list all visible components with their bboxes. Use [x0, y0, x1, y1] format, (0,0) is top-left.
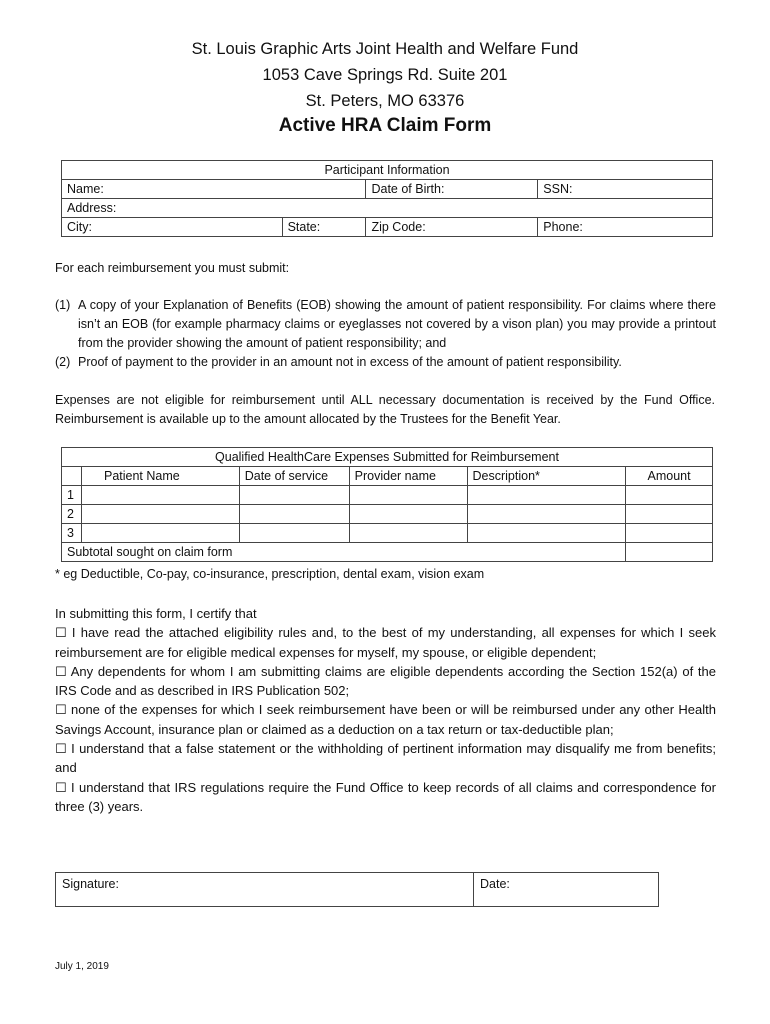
instruction-item-text: Proof of payment to the provider in an amount not in excess of the amount of patient responsibility. [78, 355, 622, 369]
col-description: Description* [467, 467, 626, 486]
form-title: Active HRA Claim Form [278, 115, 492, 136]
certification-intro: In submitting this form, I certify that [55, 606, 257, 621]
checkbox-icon[interactable]: ☐ [55, 741, 67, 757]
row-number: 1 [62, 486, 82, 505]
table-row [62, 524, 713, 543]
ssn-field[interactable]: SSN: [538, 180, 713, 199]
instruction-item-text: A copy of your Explanation of Benefits (EOB) showing the amount of patient responsibility. For claims where there isn’t an EOB (for example pharmacy claims or eyeglasses not covered by a vison plan) you may provide a printout from the provider showing the amount of patient responsibility; and [78, 298, 716, 350]
address-field[interactable]: Address: [62, 199, 713, 218]
participant-info-table [61, 160, 713, 237]
checkbox-icon[interactable]: ☐ [55, 625, 67, 641]
row-number: 3 [62, 524, 82, 543]
instruction-item-number: (1) [55, 298, 71, 312]
provider-name-cell[interactable] [349, 524, 467, 543]
certification-item-text: I understand that a false statement or the withholding of pertinent information may disqualify me from benefits; and [55, 741, 716, 776]
provider-name-cell[interactable] [349, 505, 467, 524]
subtotal-amount-cell[interactable] [626, 543, 713, 562]
expenses-table [61, 447, 713, 562]
instruction-item-number: (2) [55, 355, 71, 369]
date-of-service-cell[interactable] [239, 524, 349, 543]
amount-cell[interactable] [626, 524, 713, 543]
certification-item [55, 739, 716, 778]
subtotal-label: Subtotal sought on claim form [62, 543, 468, 562]
expenses-footnote: * eg Deductible, Co-pay, co-insurance, prescription, dental exam, vision exam [55, 567, 485, 581]
date-label: Date: [480, 877, 510, 891]
col-provider-name: Provider name [349, 467, 467, 486]
org-name: St. Louis Graphic Arts Joint Health and Welfare Fund [191, 40, 579, 58]
certification-item-text: Any dependents for whom I am submitting claims are eligible dependents according the Section 152(a) of the IRS Code and as described in IRS Publication 502; [55, 663, 716, 699]
amount-cell[interactable] [626, 486, 713, 505]
phone-field[interactable]: Phone: [538, 218, 713, 237]
state-field[interactable]: State: [282, 218, 366, 237]
checkbox-icon[interactable]: ☐ [55, 663, 67, 679]
eligibility-paragraph: Expenses are not eligible for reimbursement until ALL necessary documentation is received by the Fund Office. Reimbursement is available up to the amount allocated by the Trustees for the Benefit Year. [55, 393, 715, 426]
certification-item [55, 700, 716, 739]
certification-item [55, 623, 716, 662]
certification-block [55, 604, 716, 816]
zip-field[interactable]: Zip Code: [366, 218, 538, 237]
description-cell[interactable] [467, 524, 626, 543]
signature-label: Signature: [62, 877, 119, 891]
subtotal-spacer [467, 543, 626, 562]
certification-item [55, 778, 716, 817]
certification-item [55, 662, 716, 701]
certification-item-text: none of the expenses for which I seek reimbursement have been or will be reimbursed under any other Health Savings Account, insurance plan or claimed as a deduction on a tax return or tax-deductible plan; [55, 702, 716, 737]
col-patient-name: Patient Name [81, 467, 239, 486]
table-row [62, 486, 713, 505]
instruction-item-2 [55, 353, 715, 372]
checkbox-icon[interactable]: ☐ [55, 702, 67, 718]
col-amount: Amount [626, 467, 713, 486]
footer-date: July 1, 2019 [55, 961, 109, 972]
org-address-line2: St. Peters, MO 63376 [305, 92, 465, 110]
signature-field[interactable] [56, 873, 474, 906]
row-number-header [62, 467, 82, 486]
instructions-intro: For each reimbursement you must submit: [55, 261, 290, 275]
provider-name-cell[interactable] [349, 486, 467, 505]
certification-item-text: I have read the attached eligibility rules and, to the best of my understanding, all expenses for which I seek reimbursement are for eligible medical expenses for myself, my spouse, or eligible dependent; [55, 625, 716, 660]
certification-item-text: I understand that IRS regulations require the Fund Office to keep records of all claims and correspondence for three (3) years. [55, 779, 716, 814]
dob-field[interactable]: Date of Birth: [366, 180, 538, 199]
subtotal-row [62, 543, 713, 562]
amount-cell[interactable] [626, 505, 713, 524]
patient-name-cell[interactable] [81, 486, 239, 505]
table-row [62, 505, 713, 524]
date-of-service-cell[interactable] [239, 505, 349, 524]
patient-name-cell[interactable] [81, 505, 239, 524]
row-number: 2 [62, 505, 82, 524]
col-date-of-service: Date of service [239, 467, 349, 486]
date-of-service-cell[interactable] [239, 486, 349, 505]
name-field[interactable]: Name: [62, 180, 366, 199]
table-header-row [62, 467, 713, 486]
city-field[interactable]: City: [62, 218, 283, 237]
org-address-line1: 1053 Cave Springs Rd. Suite 201 [262, 66, 508, 84]
signature-box [55, 872, 659, 907]
patient-name-cell[interactable] [81, 524, 239, 543]
description-cell[interactable] [467, 486, 626, 505]
date-field[interactable] [474, 873, 658, 906]
participant-info-heading: Participant Information [62, 161, 713, 180]
description-cell[interactable] [467, 505, 626, 524]
expenses-heading: Qualified HealthCare Expenses Submitted for Reimbursement [62, 448, 713, 467]
checkbox-icon[interactable]: ☐ [55, 779, 67, 795]
